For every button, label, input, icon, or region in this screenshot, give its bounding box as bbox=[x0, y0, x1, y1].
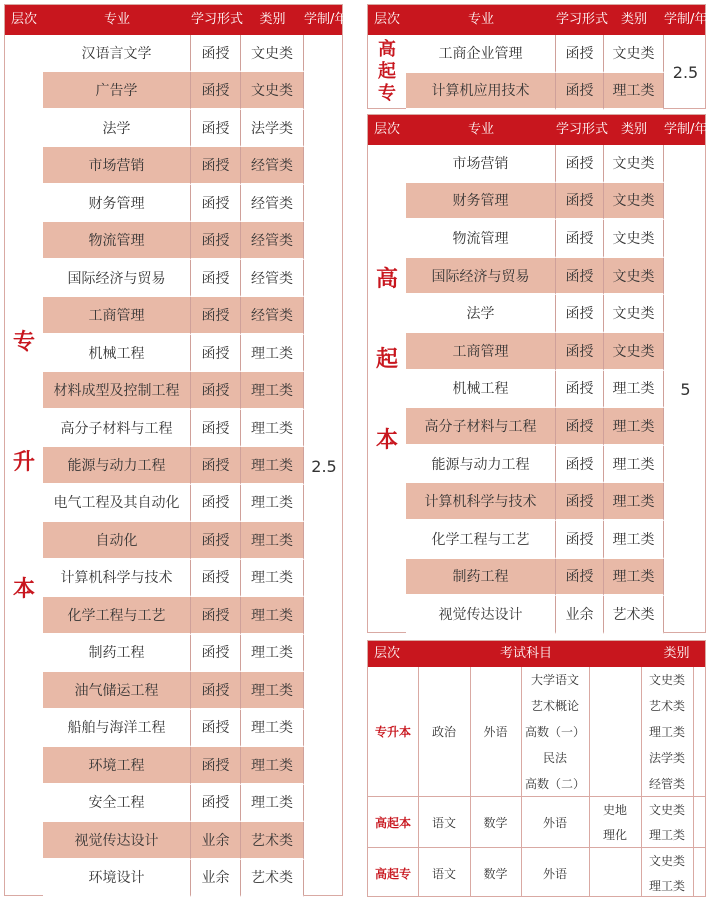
exam-gqz-category-1: 文史类 bbox=[648, 854, 685, 868]
zsb-row-study-form: 函授 bbox=[191, 147, 241, 184]
gqb-row bbox=[406, 295, 664, 333]
zsb-row-major: 物流管理 bbox=[43, 222, 191, 259]
header-form: 学习形式 bbox=[556, 12, 609, 27]
header-level: 层次 bbox=[10, 12, 37, 27]
zsb-row-study-form: 函授 bbox=[191, 372, 241, 409]
gqb-label-char-2: 起 bbox=[375, 346, 398, 372]
zsb-row bbox=[43, 72, 304, 109]
zsb-row-major: 环境设计 bbox=[43, 860, 191, 897]
gqb-label-char-3: 本 bbox=[375, 427, 398, 453]
gqb-label-char-1: 高 bbox=[375, 266, 398, 292]
zsb-row-study-form: 函授 bbox=[191, 560, 241, 597]
gqz-table-header bbox=[368, 5, 708, 35]
zsb-row-category: 艺术类 bbox=[241, 860, 304, 897]
gqb-row bbox=[406, 371, 664, 409]
zsb-row-study-form: 函授 bbox=[191, 485, 241, 522]
zsb-row-major: 自动化 bbox=[43, 522, 191, 559]
zsb-row-major: 油气储运工程 bbox=[43, 672, 191, 709]
zsb-row bbox=[43, 672, 304, 709]
exam-gqz-category-2: 理工类 bbox=[648, 879, 685, 893]
zsb-row-category: 经管类 bbox=[241, 185, 304, 222]
gqb-table bbox=[367, 114, 706, 633]
gqz-label-char-3: 专 bbox=[378, 83, 396, 104]
zsb-row bbox=[43, 635, 304, 672]
zsb-row-category: 理工类 bbox=[241, 560, 304, 597]
zsb-row bbox=[43, 410, 304, 447]
exam-gqz-subject-2: 数学 bbox=[483, 866, 508, 881]
zsb-row-category: 理工类 bbox=[241, 522, 304, 559]
gqb-row-major: 能源与动力工程 bbox=[406, 446, 556, 484]
exam-zsb-category-item: 艺术类 bbox=[648, 699, 685, 714]
zsb-row-study-form: 函授 bbox=[191, 635, 241, 672]
zsb-row-major: 计算机科学与技术 bbox=[43, 560, 191, 597]
gqz-label-char-2: 起 bbox=[378, 61, 396, 82]
header-major: 专业 bbox=[467, 122, 494, 137]
zsb-row-category: 文史类 bbox=[241, 72, 304, 109]
exam-table bbox=[367, 640, 706, 897]
gqz-row-category: 理工类 bbox=[604, 73, 664, 111]
zsb-row-study-form: 函授 bbox=[191, 710, 241, 747]
exam-zsb-label: 专升本 bbox=[374, 725, 411, 739]
exam-vline bbox=[693, 667, 694, 896]
gqb-row-category: 文史类 bbox=[604, 145, 664, 183]
zsb-row bbox=[43, 147, 304, 184]
zsb-row-category: 理工类 bbox=[241, 335, 304, 372]
zsb-row-major: 国际经济与贸易 bbox=[43, 260, 191, 297]
exam-header-category: 类别 bbox=[663, 646, 690, 661]
gqb-row bbox=[406, 333, 664, 371]
zsb-row-study-form: 函授 bbox=[191, 597, 241, 634]
header-category: 类别 bbox=[259, 12, 286, 27]
zsb-row-category: 经管类 bbox=[241, 260, 304, 297]
exam-table-header bbox=[368, 641, 705, 667]
gqb-row-category: 文史类 bbox=[604, 220, 664, 258]
header-major: 专业 bbox=[467, 12, 494, 27]
zsb-label-char-2: 升 bbox=[12, 449, 35, 475]
gqz-row-category: 文史类 bbox=[604, 35, 664, 73]
gqb-row-study-form: 函授 bbox=[556, 258, 604, 296]
gqb-row bbox=[406, 258, 664, 296]
gqb-row-major: 工商管理 bbox=[406, 333, 556, 371]
header-years: 学制/年 bbox=[664, 122, 708, 137]
header-years: 学制/年 bbox=[664, 12, 708, 27]
gqb-row bbox=[406, 408, 664, 446]
zsb-row-major: 电气工程及其自动化 bbox=[43, 485, 191, 522]
zsb-row-category: 文史类 bbox=[241, 35, 304, 72]
gqb-row-major: 市场营销 bbox=[406, 145, 556, 183]
exam-vline bbox=[589, 667, 590, 896]
gqz-row-major: 工商企业管理 bbox=[406, 35, 556, 73]
header-category: 类别 bbox=[620, 122, 647, 137]
gqb-row bbox=[406, 559, 664, 597]
zsb-row-study-form: 函授 bbox=[191, 410, 241, 447]
zsb-row-major: 化学工程与工艺 bbox=[43, 597, 191, 634]
zsb-label-char-3: 本 bbox=[12, 576, 35, 602]
zsb-row-study-form: 函授 bbox=[191, 297, 241, 334]
gqz-label-char-1: 高 bbox=[378, 39, 396, 60]
zsb-row-category: 经管类 bbox=[241, 297, 304, 334]
zsb-row-major: 制药工程 bbox=[43, 635, 191, 672]
exam-gqb-subject-1: 语文 bbox=[431, 815, 456, 830]
zsb-years: 2.5 bbox=[311, 456, 337, 476]
zsb-row-category: 理工类 bbox=[241, 485, 304, 522]
exam-zsb-subject-3-item: 高数（一） bbox=[524, 724, 585, 739]
zsb-row-major: 广告学 bbox=[43, 72, 191, 109]
exam-header-level: 层次 bbox=[373, 646, 400, 661]
gqb-level-label bbox=[368, 145, 406, 634]
exam-gqb-subject-4a: 史地 bbox=[602, 803, 627, 817]
exam-zsb-subject-3-item: 大学语文 bbox=[530, 673, 579, 688]
gqb-row-major: 法学 bbox=[406, 295, 556, 333]
zsb-row bbox=[43, 297, 304, 334]
gqb-row bbox=[406, 521, 664, 559]
exam-zsb-subject-3-item: 艺术概论 bbox=[530, 699, 579, 714]
gqb-row-study-form: 函授 bbox=[556, 333, 604, 371]
gqb-row-study-form: 函授 bbox=[556, 295, 604, 333]
zsb-row-study-form: 业余 bbox=[191, 822, 241, 859]
gqz-row bbox=[406, 35, 664, 73]
exam-gqz-subject-3: 外语 bbox=[542, 866, 567, 881]
zsb-row-study-form: 函授 bbox=[191, 522, 241, 559]
gqb-row-major: 计算机科学与技术 bbox=[406, 483, 556, 521]
header-major: 专业 bbox=[103, 12, 130, 27]
exam-gqb-subject-3: 外语 bbox=[542, 815, 567, 830]
gqb-row-study-form: 函授 bbox=[556, 183, 604, 221]
zsb-row-major: 环境工程 bbox=[43, 747, 191, 784]
gqb-row-category: 理工类 bbox=[604, 408, 664, 446]
gqb-row-category: 文史类 bbox=[604, 333, 664, 371]
zsb-row bbox=[43, 35, 304, 72]
zsb-row-major: 汉语言文学 bbox=[43, 35, 191, 72]
zsb-row-category: 理工类 bbox=[241, 447, 304, 484]
zsb-row-category: 理工类 bbox=[241, 747, 304, 784]
gqb-row bbox=[406, 183, 664, 221]
gqb-row-study-form: 函授 bbox=[556, 446, 604, 484]
zsb-row-category: 理工类 bbox=[241, 597, 304, 634]
header-form: 学习形式 bbox=[191, 12, 244, 27]
gqz-row-major: 计算机应用技术 bbox=[406, 73, 556, 111]
gqb-row-major: 物流管理 bbox=[406, 220, 556, 258]
zsb-row bbox=[43, 785, 304, 822]
gqz-row-study-form: 函授 bbox=[556, 73, 604, 111]
zsb-row bbox=[43, 372, 304, 409]
zsb-row-category: 理工类 bbox=[241, 372, 304, 409]
zsb-level-label bbox=[5, 35, 43, 897]
exam-gqb-category-1: 文史类 bbox=[648, 803, 685, 817]
zsb-row-study-form: 函授 bbox=[191, 72, 241, 109]
zsb-table-header bbox=[5, 5, 348, 35]
zsb-row-major: 财务管理 bbox=[43, 185, 191, 222]
gqb-row-category: 文史类 bbox=[604, 183, 664, 221]
exam-gqb-subject-2: 数学 bbox=[483, 815, 508, 830]
zsb-row bbox=[43, 860, 304, 897]
header-category: 类别 bbox=[620, 12, 647, 27]
header-form: 学习形式 bbox=[556, 122, 609, 137]
zsb-row-category: 理工类 bbox=[241, 710, 304, 747]
zsb-row-major: 高分子材料与工程 bbox=[43, 410, 191, 447]
gqb-row-study-form: 函授 bbox=[556, 145, 604, 183]
gqb-row-category: 理工类 bbox=[604, 371, 664, 409]
exam-gqb-category-2: 理工类 bbox=[648, 828, 685, 842]
exam-zsb-subject-3-item: 高数（二） bbox=[524, 776, 585, 791]
zsb-row-category: 理工类 bbox=[241, 410, 304, 447]
zsb-row bbox=[43, 710, 304, 747]
gqb-row-category: 理工类 bbox=[604, 521, 664, 559]
zsb-row-major: 能源与动力工程 bbox=[43, 447, 191, 484]
zsb-row-major: 法学 bbox=[43, 110, 191, 147]
gqb-row-major: 化学工程与工艺 bbox=[406, 521, 556, 559]
zsb-row bbox=[43, 522, 304, 559]
zsb-row-category: 理工类 bbox=[241, 785, 304, 822]
gqb-row bbox=[406, 145, 664, 183]
gqb-row bbox=[406, 446, 664, 484]
gqb-row-study-form: 业余 bbox=[556, 596, 604, 634]
gqb-row-study-form: 函授 bbox=[556, 371, 604, 409]
zsb-row-study-form: 函授 bbox=[191, 260, 241, 297]
zsb-row-study-form: 函授 bbox=[191, 785, 241, 822]
gqb-row bbox=[406, 483, 664, 521]
zsb-row bbox=[43, 335, 304, 372]
zsb-row bbox=[43, 822, 304, 859]
exam-zsb-category-item: 经管类 bbox=[648, 776, 685, 791]
zsb-row-major: 船舶与海洋工程 bbox=[43, 710, 191, 747]
gqb-row-major: 制药工程 bbox=[406, 559, 556, 597]
zsb-row bbox=[43, 260, 304, 297]
gqb-row-major: 财务管理 bbox=[406, 183, 556, 221]
exam-zsb-category-item: 文史类 bbox=[648, 673, 685, 688]
gqb-row-study-form: 函授 bbox=[556, 521, 604, 559]
gqb-row-category: 理工类 bbox=[604, 559, 664, 597]
gqz-level-label bbox=[368, 39, 406, 105]
zsb-row-study-form: 业余 bbox=[191, 860, 241, 897]
header-level: 层次 bbox=[373, 122, 400, 137]
exam-gqb-label: 高起本 bbox=[374, 815, 411, 830]
exam-zsb-category-item: 理工类 bbox=[648, 724, 685, 739]
zsb-row-study-form: 函授 bbox=[191, 672, 241, 709]
header-years: 学制/年 bbox=[304, 12, 348, 27]
gqb-row bbox=[406, 596, 664, 634]
gqz-years: 2.5 bbox=[672, 63, 699, 82]
zsb-row bbox=[43, 110, 304, 147]
zsb-row-study-form: 函授 bbox=[191, 35, 241, 72]
zsb-label-char-1: 专 bbox=[12, 329, 35, 355]
gqz-table bbox=[367, 4, 706, 109]
gqb-row-study-form: 函授 bbox=[556, 559, 604, 597]
zsb-row-category: 经管类 bbox=[241, 147, 304, 184]
gqb-row bbox=[406, 220, 664, 258]
zsb-row-major: 安全工程 bbox=[43, 785, 191, 822]
gqb-row-category: 艺术类 bbox=[604, 596, 664, 634]
zsb-row bbox=[43, 447, 304, 484]
gqb-row-category: 理工类 bbox=[604, 446, 664, 484]
exam-gqz-label: 高起专 bbox=[374, 866, 411, 881]
gqb-row-category: 文史类 bbox=[604, 258, 664, 296]
zsb-row-major: 材料成型及控制工程 bbox=[43, 372, 191, 409]
exam-zsb-subject-3-item: 民法 bbox=[542, 750, 567, 765]
gqb-row-major: 国际经济与贸易 bbox=[406, 258, 556, 296]
zsb-row-major: 工商管理 bbox=[43, 297, 191, 334]
gqb-row-study-form: 函授 bbox=[556, 483, 604, 521]
gqb-row-category: 文史类 bbox=[604, 295, 664, 333]
zsb-row bbox=[43, 597, 304, 634]
zsb-row-study-form: 函授 bbox=[191, 447, 241, 484]
exam-header-subjects: 考试科目 bbox=[499, 646, 552, 661]
exam-zsb-subject-1: 政治 bbox=[431, 725, 456, 739]
zsb-row-study-form: 函授 bbox=[191, 222, 241, 259]
zsb-row-study-form: 函授 bbox=[191, 185, 241, 222]
zsb-row bbox=[43, 560, 304, 597]
gqz-row-study-form: 函授 bbox=[556, 35, 604, 73]
zsb-row bbox=[43, 747, 304, 784]
gqb-table-header bbox=[368, 115, 708, 145]
gqb-years: 5 bbox=[680, 380, 691, 399]
zsb-row-category: 理工类 bbox=[241, 672, 304, 709]
zsb-row-category: 经管类 bbox=[241, 222, 304, 259]
zsb-row-major: 机械工程 bbox=[43, 335, 191, 372]
gqb-row-major: 视觉传达设计 bbox=[406, 596, 556, 634]
gqb-row-category: 理工类 bbox=[604, 483, 664, 521]
zsb-row bbox=[43, 185, 304, 222]
zsb-row-study-form: 函授 bbox=[191, 335, 241, 372]
gqb-row-study-form: 函授 bbox=[556, 220, 604, 258]
zsb-row bbox=[43, 485, 304, 522]
zsb-row-category: 理工类 bbox=[241, 635, 304, 672]
exam-gqz-subject-1: 语文 bbox=[431, 866, 456, 881]
zsb-row-category: 艺术类 bbox=[241, 822, 304, 859]
gqb-row-major: 高分子材料与工程 bbox=[406, 408, 556, 446]
zsb-row-study-form: 函授 bbox=[191, 110, 241, 147]
zsb-row-category: 法学类 bbox=[241, 110, 304, 147]
exam-zsb-category-item: 法学类 bbox=[648, 750, 685, 765]
zsb-row-major: 视觉传达设计 bbox=[43, 822, 191, 859]
zsb-row-study-form: 函授 bbox=[191, 747, 241, 784]
header-level: 层次 bbox=[373, 12, 400, 27]
gqb-row-major: 机械工程 bbox=[406, 371, 556, 409]
zsb-row-major: 市场营销 bbox=[43, 147, 191, 184]
exam-zsb-subject-2: 外语 bbox=[483, 725, 508, 739]
exam-gqb-subject-4b: 理化 bbox=[602, 828, 627, 842]
gqz-row bbox=[406, 73, 664, 111]
zsb-row bbox=[43, 222, 304, 259]
gqb-row-study-form: 函授 bbox=[556, 408, 604, 446]
zsb-table bbox=[4, 4, 348, 896]
